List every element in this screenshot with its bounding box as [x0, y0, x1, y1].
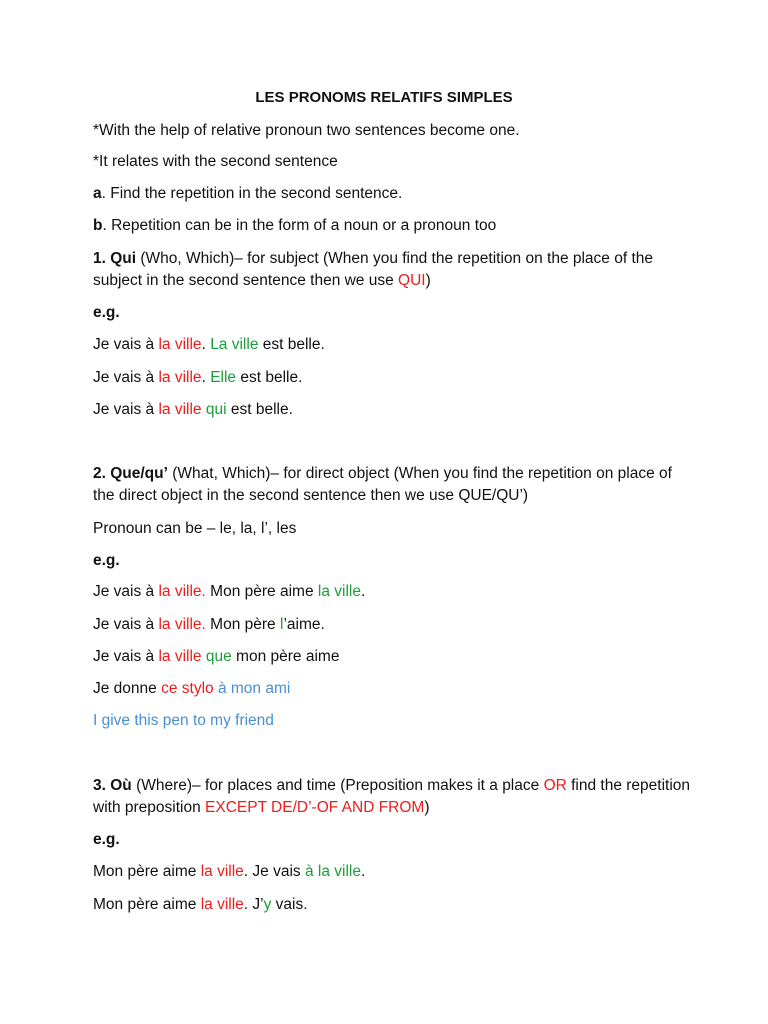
line-rule-b [93, 215, 693, 237]
line-que-pronoun [93, 518, 693, 540]
red-text-run: la ville. [158, 583, 206, 600]
line-qui-heading [93, 248, 693, 292]
red-text-run: la ville. [158, 616, 206, 633]
line-qui-ex-1 [93, 334, 693, 356]
text-run: Mon père [205, 616, 280, 633]
line-que-heading [93, 463, 693, 507]
page-title: LES PRONOMS RELATIFS SIMPLES [255, 89, 513, 106]
green-text-run: qui [205, 401, 227, 418]
red-text-run: la ville [158, 401, 202, 418]
text-run: b [93, 217, 103, 234]
text-run: . Find the repetition in the second sentence. [101, 185, 403, 202]
text-run: Je donne [93, 680, 162, 697]
line-ou-heading [93, 775, 693, 819]
red-text-run: QUI [398, 272, 426, 289]
text-run: est belle. [258, 336, 325, 353]
text-run: Je vais à [93, 648, 159, 665]
text-run: 1. Qui [93, 250, 137, 267]
line-rule-a [93, 183, 693, 205]
text-run: Je vais à [93, 401, 159, 418]
green-text-run: à la ville [304, 863, 361, 880]
text-run: ) [424, 799, 430, 816]
text-run: Mon père aime [93, 863, 201, 880]
text-run: vais. [271, 896, 308, 913]
text-run: . [201, 369, 211, 386]
text-run: . J’ [243, 896, 264, 913]
text-run: (Where)– for places and time (Preposition makes it a place [131, 777, 544, 794]
line-que-ex-1 [93, 581, 693, 603]
green-text-run: La ville [210, 336, 259, 353]
text-run: . [201, 336, 211, 353]
line-qui-ex-2 [93, 367, 693, 389]
line-qui-ex-3 [93, 399, 693, 421]
green-text-run: l [279, 616, 284, 633]
text-run: (Who, Which)– for subject (When you find the repetition on the place of the subject in the second sentence then we use [93, 250, 658, 289]
blue-text-run: I give this pen to my friend [93, 712, 274, 729]
text-run: est belle. [226, 401, 293, 418]
text-run: . Repetition can be in the form of a noun or a pronoun too [102, 217, 497, 234]
blue-text-run: à mon ami [217, 680, 291, 697]
text-run: e.g. [93, 831, 120, 848]
text-run: *It relates with the second sentence [93, 153, 338, 170]
line-que-translation [93, 710, 693, 732]
red-text-run: la ville [200, 896, 244, 913]
line-ou-eg [93, 829, 693, 851]
line-que-eg [93, 550, 693, 572]
red-text-run: la ville [200, 863, 244, 880]
red-text-run: OR [543, 777, 567, 794]
line-ou-ex-1 [93, 861, 693, 883]
text-run: est belle. [236, 369, 303, 386]
text-run: 2. Que/qu’ [93, 465, 168, 482]
line-intro-2 [93, 151, 693, 173]
text-run: e.g. [93, 552, 120, 569]
text-run: Pronoun can be – le, la, l’, les [93, 520, 297, 537]
text-run: a [93, 185, 102, 202]
red-text-run: EXCEPT DE/D’-OF AND FROM [205, 799, 425, 816]
line-ou-ex-2 [93, 894, 693, 916]
text-run: Je vais à [93, 616, 159, 633]
green-text-run: que [205, 648, 232, 665]
text-run: Je vais à [93, 583, 159, 600]
red-text-run: la ville [158, 648, 202, 665]
line-intro-1 [93, 120, 693, 142]
text-run: . Je vais [243, 863, 305, 880]
line-que-ex-2 [93, 614, 693, 636]
red-text-run: la ville [158, 369, 202, 386]
text-run: . [360, 583, 366, 600]
text-run: e.g. [93, 304, 120, 321]
green-text-run: y [263, 896, 272, 913]
green-text-run: Elle [210, 369, 237, 386]
text-run: Je vais à [93, 369, 159, 386]
text-run: ’aime. [283, 616, 325, 633]
text-run: 3. Où [93, 777, 132, 794]
text-run: Mon père aime [205, 583, 318, 600]
text-run: Je vais à [93, 336, 159, 353]
red-text-run: la ville [158, 336, 202, 353]
text-run: *With the help of relative pronoun two sentences become one. [93, 122, 520, 139]
text-run: (What, Which)– for direct object (When you find the repetition on place of the direct object in the second sentence then we use QUE/QU’) [93, 465, 677, 504]
line-que-ex-3 [93, 646, 693, 668]
green-text-run: la ville [317, 583, 361, 600]
text-run: find the repetition with preposition [93, 777, 695, 816]
text-run: Mon père aime [93, 896, 201, 913]
text-run: . [360, 863, 366, 880]
line-que-ex-4 [93, 678, 693, 700]
text-run: mon père aime [231, 648, 340, 665]
text-run: ) [425, 272, 431, 289]
line-qui-eg [93, 302, 693, 324]
red-text-run: ce stylo [161, 680, 214, 697]
